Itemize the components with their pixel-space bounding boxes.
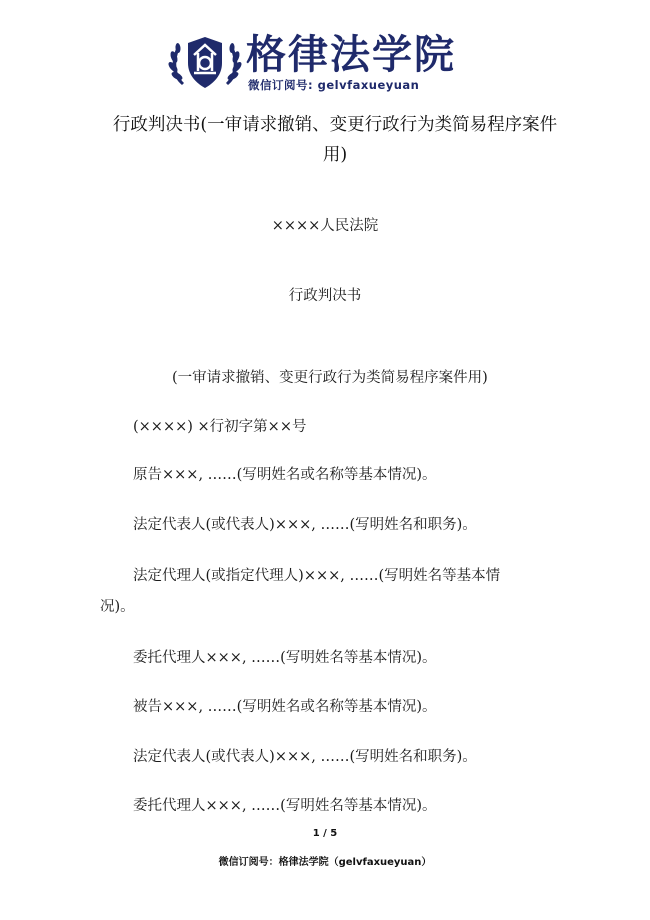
page-indicator: 1 / 5 <box>312 828 338 839</box>
shield-laurel-emblem-icon <box>168 33 242 93</box>
case-type-note: (一审请求撤销、变更行政行为类简易程序案件用) <box>172 370 488 386</box>
court-name: ××××人民法院 <box>271 218 379 234</box>
paragraph: 原告×××, ……(写明姓名或名称等基本情况)。 <box>133 467 437 483</box>
paragraph: 法定代表人(或代表人)×××, ……(写明姓名和职务)。 <box>133 749 477 765</box>
document-title <box>100 110 570 170</box>
paragraph: 委托代理人×××, ……(写明姓名等基本情况)。 <box>133 650 437 666</box>
document-type: 行政判决书 <box>288 288 362 304</box>
paragraph: 法定代表人(或代表人)×××, ……(写明姓名和职务)。 <box>133 517 477 533</box>
paragraph-continuation: 况)。 <box>100 599 135 615</box>
title-line-1: 行政判决书(一审请求撤销、变更行政行为类简易程序案件 <box>112 115 558 135</box>
footer-subscription: 微信订阅号：格律法学院（gelvfaxueyuan） <box>218 857 432 868</box>
case-number: (××××) ×行初字第××号 <box>133 419 307 435</box>
logo-title: 格律法学院 <box>246 32 456 78</box>
title-line-2: 用) <box>322 145 348 165</box>
paragraph: 被告×××, ……(写明姓名或名称等基本情况)。 <box>133 699 437 715</box>
logo-subtitle: 微信订阅号: gelvfaxueyuan <box>248 78 420 92</box>
paragraph: 委托代理人×××, ……(写明姓名等基本情况)。 <box>133 798 437 814</box>
paragraph: 法定代理人(或指定代理人)×××, ……(写明姓名等基本情 <box>133 568 501 584</box>
header-logo <box>168 33 468 93</box>
